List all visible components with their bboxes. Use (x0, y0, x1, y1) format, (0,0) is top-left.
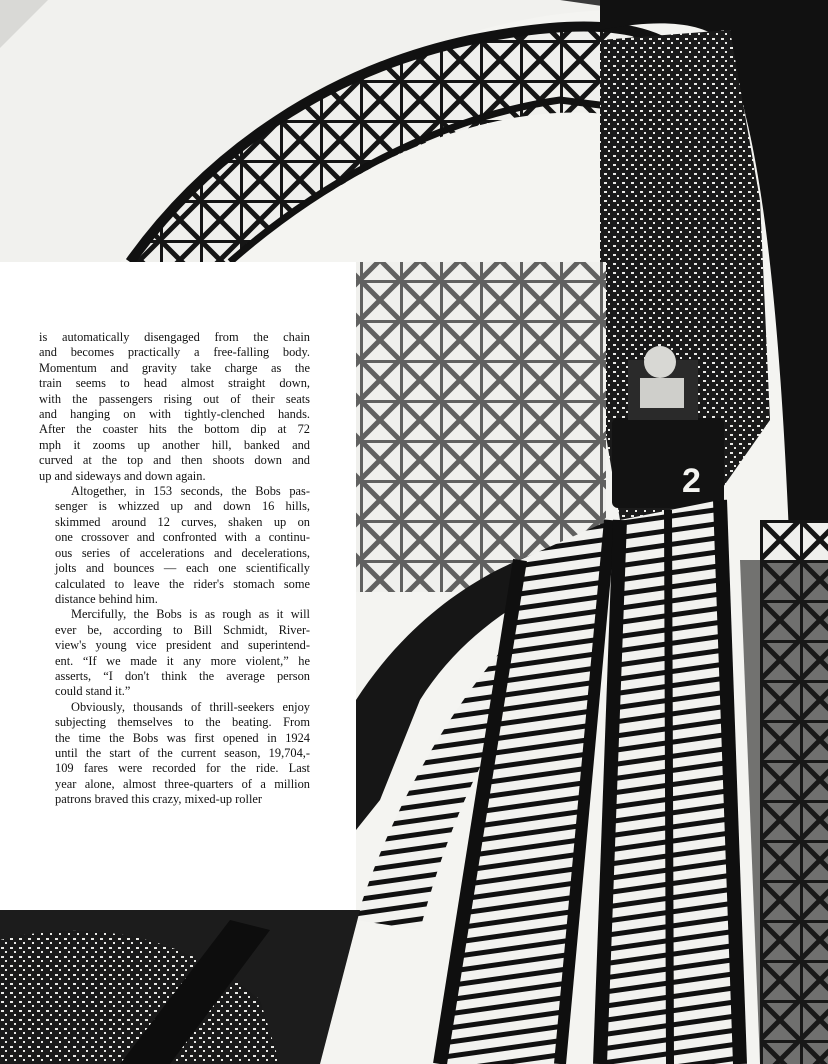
article-line: is automatically disengaged from the chain (39, 330, 310, 344)
article-line: senger is whizzed up and down 16 hills, (55, 499, 310, 514)
article-line: until the start of the current season, 19,704,- (55, 745, 310, 760)
article-line: the time the Bobs was first opened in 1924 (55, 730, 310, 745)
article-line: ous series of accelerations and decelerations, (55, 545, 310, 560)
article-line: calculated to leave the rider's stomach some (55, 576, 310, 591)
article-line: patrons braved this crazy, mixed-up roller (55, 792, 263, 807)
article-line: mph it zooms up another hill, banked and (39, 437, 310, 452)
article-line: After the coaster hits the bottom dip at 72 (39, 422, 310, 437)
article-line: with the passengers rising out of their seats (39, 391, 310, 406)
article-line: 109 fares were recorded for the ride. Last (55, 761, 310, 776)
article-line: Obviously, thousands of thrill-seekers enjoy (71, 699, 310, 714)
article-line: Momentum and gravity take charge as the (39, 360, 310, 375)
article-line: Mercifully, the Bobs is as rough as it will (71, 607, 310, 622)
folded-corner (0, 0, 48, 48)
article-line: skimmed around 12 curves, shaken up on (55, 514, 310, 529)
article-line: ever be, according to Bill Schmidt, River- (55, 622, 310, 637)
car-number: 2 (682, 462, 701, 500)
article-paragraph (39, 607, 310, 699)
article-line: up and sideways and down again. (39, 468, 206, 483)
article-line: view's young vice president and superintend- (55, 638, 310, 653)
article-line: curved at the top and then shoots down and (39, 453, 310, 468)
article-line: could stand it.” (55, 684, 131, 699)
article-paragraph (39, 330, 310, 484)
article-line: and becomes practically a free-falling body. (39, 345, 310, 360)
article-line: Altogether, in 153 seconds, the Bobs pas- (71, 484, 310, 499)
article-line: ent. “If we made it any more violent,” he (55, 653, 310, 668)
article-line: year alone, almost three-quarters of a million (55, 776, 310, 791)
article-line: and hanging on with tightly-clenched hands. (39, 407, 310, 422)
article-line: asserts, “I don't think the average person (55, 668, 310, 683)
article-text (39, 330, 310, 808)
article-paragraph (39, 700, 310, 808)
article-line: one crossover and confronted with a continu- (55, 530, 310, 545)
article-line: train seems to head almost straight down, (39, 376, 310, 391)
article-line: subjecting themselves to the beating. From (55, 715, 310, 730)
article-line: distance behind him. (55, 591, 158, 606)
article-paragraph (39, 484, 310, 607)
article-line: jolts and bounces — each one scientifically (55, 561, 310, 576)
